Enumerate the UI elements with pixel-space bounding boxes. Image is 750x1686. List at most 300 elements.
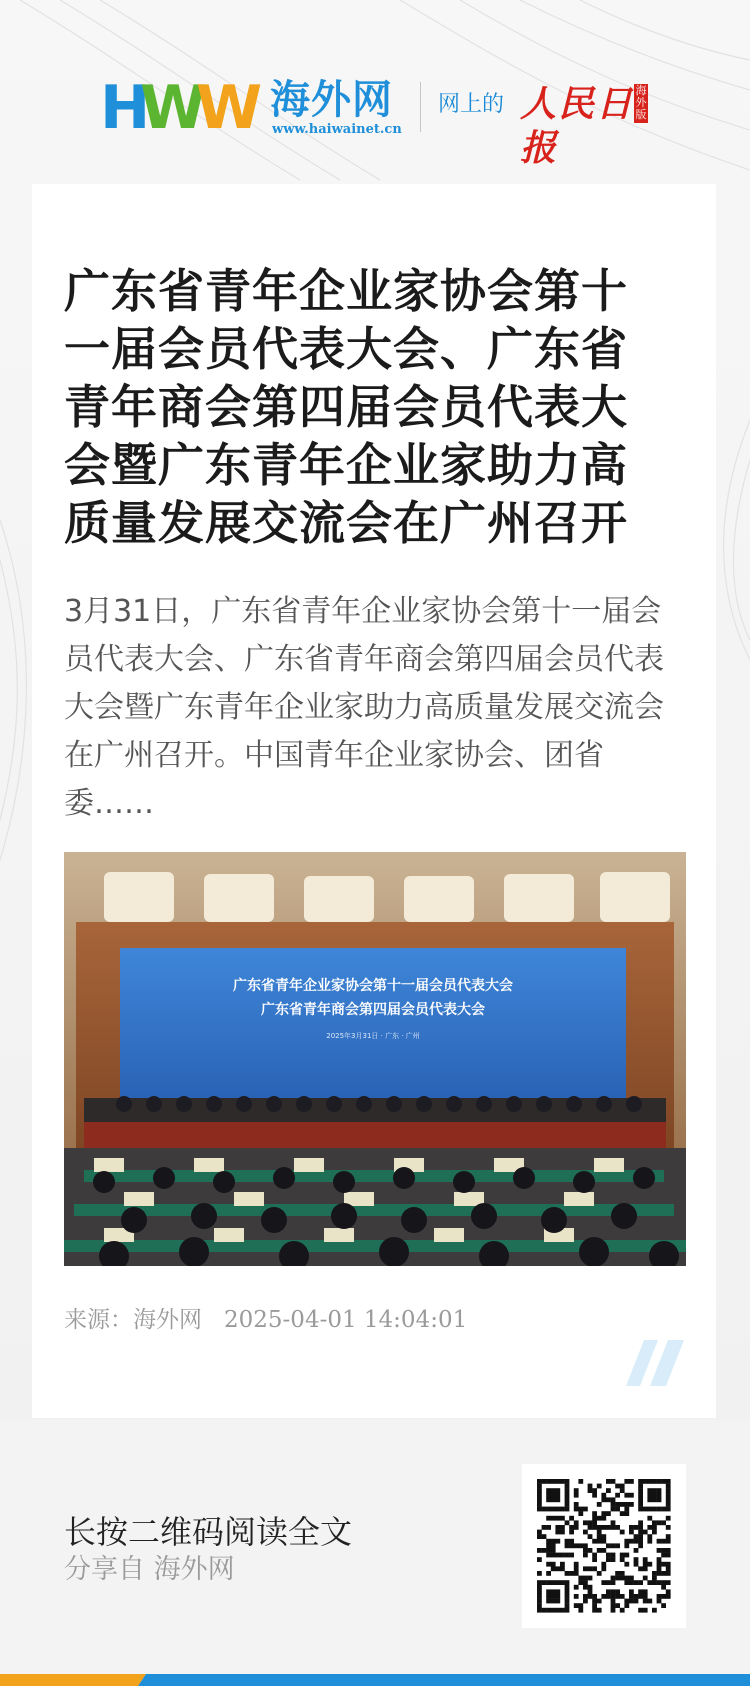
qr-code[interactable]	[522, 1464, 686, 1628]
qr-module	[643, 1589, 648, 1594]
qr-module	[652, 1525, 657, 1530]
qr-module	[620, 1502, 625, 1507]
qr-module	[647, 1525, 652, 1530]
qr-module	[611, 1525, 616, 1530]
qr-module	[638, 1502, 643, 1507]
qr-module	[629, 1599, 634, 1604]
photo-screen-line2: 广东省青年商会第四届会员代表大会	[261, 1002, 485, 1018]
qr-module	[647, 1580, 652, 1585]
qr-module	[643, 1530, 648, 1535]
qr-module	[578, 1576, 583, 1581]
qr-module	[624, 1603, 629, 1608]
qr-module	[537, 1493, 542, 1498]
qr-module	[629, 1594, 634, 1599]
qr-module	[555, 1594, 560, 1599]
qr-module	[657, 1497, 662, 1502]
qr-module	[666, 1497, 671, 1502]
qr-module	[578, 1543, 583, 1548]
qr-module	[555, 1493, 560, 1498]
qr-module	[574, 1502, 579, 1507]
qr-module	[601, 1594, 606, 1599]
qr-module	[666, 1507, 671, 1512]
qr-module	[634, 1534, 639, 1539]
qr-module	[661, 1571, 666, 1576]
qr-module	[565, 1497, 570, 1502]
qr-module	[537, 1557, 542, 1562]
qr-module	[537, 1479, 542, 1484]
qr-module	[597, 1571, 602, 1576]
qr-module	[624, 1576, 629, 1581]
logo-letter-w2: W	[196, 73, 257, 143]
qr-module	[615, 1576, 620, 1581]
qr-module	[592, 1608, 597, 1613]
qr-module	[578, 1479, 583, 1484]
qr-module	[546, 1608, 551, 1613]
share-source: 分享自 海外网	[64, 1554, 235, 1585]
qr-module	[574, 1585, 579, 1590]
qr-module	[611, 1553, 616, 1558]
qr-module	[565, 1571, 570, 1576]
qr-module	[634, 1599, 639, 1604]
qr-module	[624, 1562, 629, 1567]
qr-module	[569, 1571, 574, 1576]
qr-module	[565, 1543, 570, 1548]
qr-module	[657, 1566, 662, 1571]
qr-module	[560, 1608, 565, 1613]
qr-module	[574, 1594, 579, 1599]
qr-module	[629, 1576, 634, 1581]
qr-module	[583, 1507, 588, 1512]
qr-module	[537, 1594, 542, 1599]
qr-module	[546, 1553, 551, 1558]
qr-module	[638, 1479, 643, 1484]
qr-module	[551, 1594, 556, 1599]
qr-module	[657, 1557, 662, 1562]
logo-url: www.haiwainet.cn	[272, 122, 402, 137]
qr-module	[551, 1562, 556, 1567]
qr-module	[606, 1594, 611, 1599]
qr-module	[592, 1553, 597, 1558]
qr-module	[537, 1502, 542, 1507]
qr-module	[634, 1548, 639, 1553]
qr-module	[643, 1608, 648, 1613]
qr-module	[638, 1589, 643, 1594]
qr-module	[643, 1507, 648, 1512]
qr-module	[565, 1589, 570, 1594]
qr-module	[588, 1585, 593, 1590]
qr-module	[537, 1603, 542, 1608]
qr-module	[666, 1488, 671, 1493]
qr-module	[560, 1507, 565, 1512]
qr-module	[560, 1530, 565, 1535]
qr-module	[555, 1516, 560, 1521]
qr-module	[597, 1525, 602, 1530]
article-photo	[64, 852, 686, 1266]
qr-module	[574, 1566, 579, 1571]
qr-module	[666, 1539, 671, 1544]
qr-module	[555, 1589, 560, 1594]
qr-module	[652, 1580, 657, 1585]
qr-module	[551, 1580, 556, 1585]
qr-module	[592, 1520, 597, 1525]
slash-decoration	[626, 1340, 686, 1386]
qr-module	[551, 1507, 556, 1512]
qr-module	[629, 1580, 634, 1585]
qr-module	[638, 1543, 643, 1548]
qr-module	[597, 1502, 602, 1507]
qr-module	[611, 1589, 616, 1594]
qr-module	[551, 1599, 556, 1604]
qr-module	[624, 1580, 629, 1585]
qr-module	[657, 1507, 662, 1512]
qr-module	[551, 1548, 556, 1553]
qr-module	[597, 1608, 602, 1613]
qr-module	[588, 1566, 593, 1571]
qr-module	[661, 1539, 666, 1544]
qr-module	[652, 1576, 657, 1581]
qr-module	[542, 1580, 547, 1585]
qr-module	[647, 1497, 652, 1502]
publish-time: 2025-04-01 14:04:01	[224, 1307, 468, 1333]
qr-module	[652, 1520, 657, 1525]
qr-module	[657, 1562, 662, 1567]
qr-module	[657, 1479, 662, 1484]
qr-module	[661, 1479, 666, 1484]
qr-module	[624, 1502, 629, 1507]
qr-module	[647, 1493, 652, 1498]
qr-module	[643, 1599, 648, 1604]
qr-module	[555, 1608, 560, 1613]
qr-module	[606, 1479, 611, 1484]
qr-module	[542, 1548, 547, 1553]
qr-module	[565, 1585, 570, 1590]
source-label: 来源：海外网	[64, 1307, 202, 1333]
qr-module	[638, 1539, 643, 1544]
qr-module	[537, 1608, 542, 1613]
qr-module	[647, 1516, 652, 1521]
qr-module	[546, 1488, 551, 1493]
qr-module	[620, 1511, 625, 1516]
qr-module	[555, 1530, 560, 1535]
qr-module	[661, 1548, 666, 1553]
qr-module	[546, 1580, 551, 1585]
qr-module	[629, 1530, 634, 1535]
qr-module	[588, 1548, 593, 1553]
logo-text: 海外网	[270, 76, 393, 123]
qr-module	[588, 1589, 593, 1594]
qr-module	[537, 1599, 542, 1604]
qr-module	[657, 1571, 662, 1576]
qr-module	[546, 1539, 551, 1544]
qr-module	[565, 1520, 570, 1525]
qr-module	[601, 1525, 606, 1530]
qr-module	[666, 1589, 671, 1594]
photo-screen-date: 2025年3月31日 · 广东 · 广州	[326, 1032, 420, 1040]
qr-module	[555, 1580, 560, 1585]
qr-module	[611, 1557, 616, 1562]
qr-module	[647, 1599, 652, 1604]
qr-module	[565, 1484, 570, 1489]
qr-module	[578, 1608, 583, 1613]
qr-module	[647, 1479, 652, 1484]
qr-module	[638, 1566, 643, 1571]
qr-module	[647, 1507, 652, 1512]
qr-module	[615, 1594, 620, 1599]
qr-module	[601, 1511, 606, 1516]
qr-module	[601, 1493, 606, 1498]
qr-module	[629, 1502, 634, 1507]
qr-module	[537, 1484, 542, 1489]
qr-module	[638, 1608, 643, 1613]
qr-module	[597, 1484, 602, 1489]
qr-module	[542, 1608, 547, 1613]
qr-module	[565, 1599, 570, 1604]
qr-module	[638, 1488, 643, 1493]
qr-module	[615, 1507, 620, 1512]
qr-module	[565, 1502, 570, 1507]
qr-module	[615, 1484, 620, 1489]
qr-module	[615, 1603, 620, 1608]
qr-module	[578, 1603, 583, 1608]
qr-module	[537, 1507, 542, 1512]
qr-module	[620, 1484, 625, 1489]
qr-module	[597, 1599, 602, 1604]
qr-module	[574, 1488, 579, 1493]
qr-module	[666, 1479, 671, 1484]
qr-module	[601, 1539, 606, 1544]
qr-module	[652, 1479, 657, 1484]
qr-module	[583, 1566, 588, 1571]
qr-module	[537, 1530, 542, 1535]
hww-logo	[100, 73, 266, 143]
qr-module	[638, 1525, 643, 1530]
qr-module	[629, 1589, 634, 1594]
qr-module	[615, 1525, 620, 1530]
qr-module	[606, 1511, 611, 1516]
qr-module	[592, 1488, 597, 1493]
qr-module	[666, 1493, 671, 1498]
qr-module	[638, 1493, 643, 1498]
qr-module	[569, 1525, 574, 1530]
people-daily-logo: 人民日报	[520, 83, 635, 169]
qr-module	[551, 1589, 556, 1594]
qr-module	[611, 1599, 616, 1604]
qr-module	[551, 1516, 556, 1521]
qr-module	[551, 1479, 556, 1484]
qr-module	[643, 1562, 648, 1567]
qr-module	[546, 1594, 551, 1599]
qr-module	[624, 1511, 629, 1516]
qr-module	[597, 1539, 602, 1544]
qr-module	[583, 1548, 588, 1553]
qr-module	[574, 1543, 579, 1548]
qr-module	[551, 1553, 556, 1558]
qr-module	[560, 1562, 565, 1567]
qr-cta: 长按二维码阅读全文	[64, 1513, 353, 1551]
qr-module	[565, 1488, 570, 1493]
qr-module	[574, 1562, 579, 1567]
qr-module	[657, 1594, 662, 1599]
qr-module	[611, 1479, 616, 1484]
qr-module	[601, 1516, 606, 1521]
qr-module	[647, 1534, 652, 1539]
qr-module	[624, 1539, 629, 1544]
qr-module	[560, 1566, 565, 1571]
qr-module	[601, 1548, 606, 1553]
qr-module	[638, 1520, 643, 1525]
qr-module	[560, 1553, 565, 1558]
qr-module	[652, 1497, 657, 1502]
qr-module	[583, 1553, 588, 1558]
qr-module	[652, 1530, 657, 1535]
qr-module	[643, 1576, 648, 1581]
qr-module	[611, 1520, 616, 1525]
qr-module	[606, 1543, 611, 1548]
qr-module	[588, 1488, 593, 1493]
qr-module	[546, 1562, 551, 1567]
qr-module	[597, 1530, 602, 1535]
qr-module	[574, 1507, 579, 1512]
qr-module	[583, 1576, 588, 1581]
qr-module	[569, 1539, 574, 1544]
qr-module	[565, 1603, 570, 1608]
qr-module	[583, 1594, 588, 1599]
qr-module	[638, 1484, 643, 1489]
qr-module	[652, 1571, 657, 1576]
qr-module	[601, 1566, 606, 1571]
qr-module	[578, 1511, 583, 1516]
qr-module	[629, 1539, 634, 1544]
qr-module	[611, 1576, 616, 1581]
qr-module	[657, 1493, 662, 1498]
qr-module	[652, 1493, 657, 1498]
qr-module	[565, 1553, 570, 1558]
qr-module	[615, 1502, 620, 1507]
article-meta	[64, 1304, 489, 1336]
qr-module	[583, 1520, 588, 1525]
qr-module	[542, 1534, 547, 1539]
qr-module	[620, 1571, 625, 1576]
qr-module	[647, 1562, 652, 1567]
qr-module	[666, 1484, 671, 1489]
qr-module	[629, 1493, 634, 1498]
qr-module	[611, 1608, 616, 1613]
qr-module	[638, 1507, 643, 1512]
qr-module	[620, 1576, 625, 1581]
edition-badge: 海外版	[635, 84, 647, 121]
qr-module	[546, 1516, 551, 1521]
qr-module	[583, 1530, 588, 1535]
qr-module	[661, 1585, 666, 1590]
qr-module	[634, 1525, 639, 1530]
qr-module	[606, 1488, 611, 1493]
qr-module	[560, 1580, 565, 1585]
qr-module	[574, 1603, 579, 1608]
qr-module	[620, 1608, 625, 1613]
qr-module	[661, 1594, 666, 1599]
qr-module	[666, 1548, 671, 1553]
qr-module	[537, 1589, 542, 1594]
qr-module	[551, 1488, 556, 1493]
article-summary: 3月31日，广东省青年企业家协会第十一届会员代表大会、广东省青年商会第四届会员代表大会暨广东青年企业家助力高质量发展交流会在广州召开。中国青年企业家协会、团省委……	[64, 594, 664, 821]
qr-module	[661, 1520, 666, 1525]
qr-module	[588, 1576, 593, 1581]
qr-module	[606, 1589, 611, 1594]
qr-module	[588, 1534, 593, 1539]
qr-module	[592, 1516, 597, 1521]
qr-module	[611, 1543, 616, 1548]
qr-module	[624, 1553, 629, 1558]
qr-module	[546, 1479, 551, 1484]
qr-module	[657, 1520, 662, 1525]
qr-module	[652, 1488, 657, 1493]
qr-module	[542, 1479, 547, 1484]
qr-module	[588, 1484, 593, 1489]
qr-module	[569, 1530, 574, 1535]
qr-module	[643, 1557, 648, 1562]
qr-module	[555, 1488, 560, 1493]
qr-module	[574, 1493, 579, 1498]
qr-module	[620, 1530, 625, 1535]
qr-module	[592, 1603, 597, 1608]
qr-module	[629, 1479, 634, 1484]
qr-module	[592, 1539, 597, 1544]
qr-module	[606, 1553, 611, 1558]
qr-module	[634, 1594, 639, 1599]
qr-module	[638, 1530, 643, 1535]
qr-module	[583, 1599, 588, 1604]
qr-module	[652, 1507, 657, 1512]
qr-module	[629, 1525, 634, 1530]
qr-module	[666, 1566, 671, 1571]
qr-module	[551, 1497, 556, 1502]
qr-module	[583, 1580, 588, 1585]
qr-module	[551, 1539, 556, 1544]
qr-module	[638, 1534, 643, 1539]
qr-module	[537, 1488, 542, 1493]
qr-module	[565, 1608, 570, 1613]
qr-module	[634, 1539, 639, 1544]
qr-module	[657, 1539, 662, 1544]
qr-module	[615, 1571, 620, 1576]
qr-module	[601, 1534, 606, 1539]
logo-letter-w1: W	[140, 73, 201, 143]
qr-module	[620, 1488, 625, 1493]
qr-module	[565, 1580, 570, 1585]
qr-module	[597, 1534, 602, 1539]
qr-module	[601, 1562, 606, 1567]
qr-module	[606, 1580, 611, 1585]
qr-module	[611, 1502, 616, 1507]
qr-module	[643, 1594, 648, 1599]
qr-module	[574, 1571, 579, 1576]
qr-module	[560, 1525, 565, 1530]
qr-module	[657, 1599, 662, 1604]
qr-module	[624, 1479, 629, 1484]
qr-module	[546, 1589, 551, 1594]
qr-module	[555, 1497, 560, 1502]
site-header	[100, 73, 660, 169]
qr-module	[666, 1571, 671, 1576]
qr-module	[555, 1507, 560, 1512]
qr-module	[661, 1507, 666, 1512]
qr-module	[588, 1520, 593, 1525]
qr-module	[615, 1589, 620, 1594]
qr-module	[551, 1608, 556, 1613]
qr-module	[611, 1594, 616, 1599]
qr-module	[638, 1594, 643, 1599]
qr-module	[578, 1507, 583, 1512]
